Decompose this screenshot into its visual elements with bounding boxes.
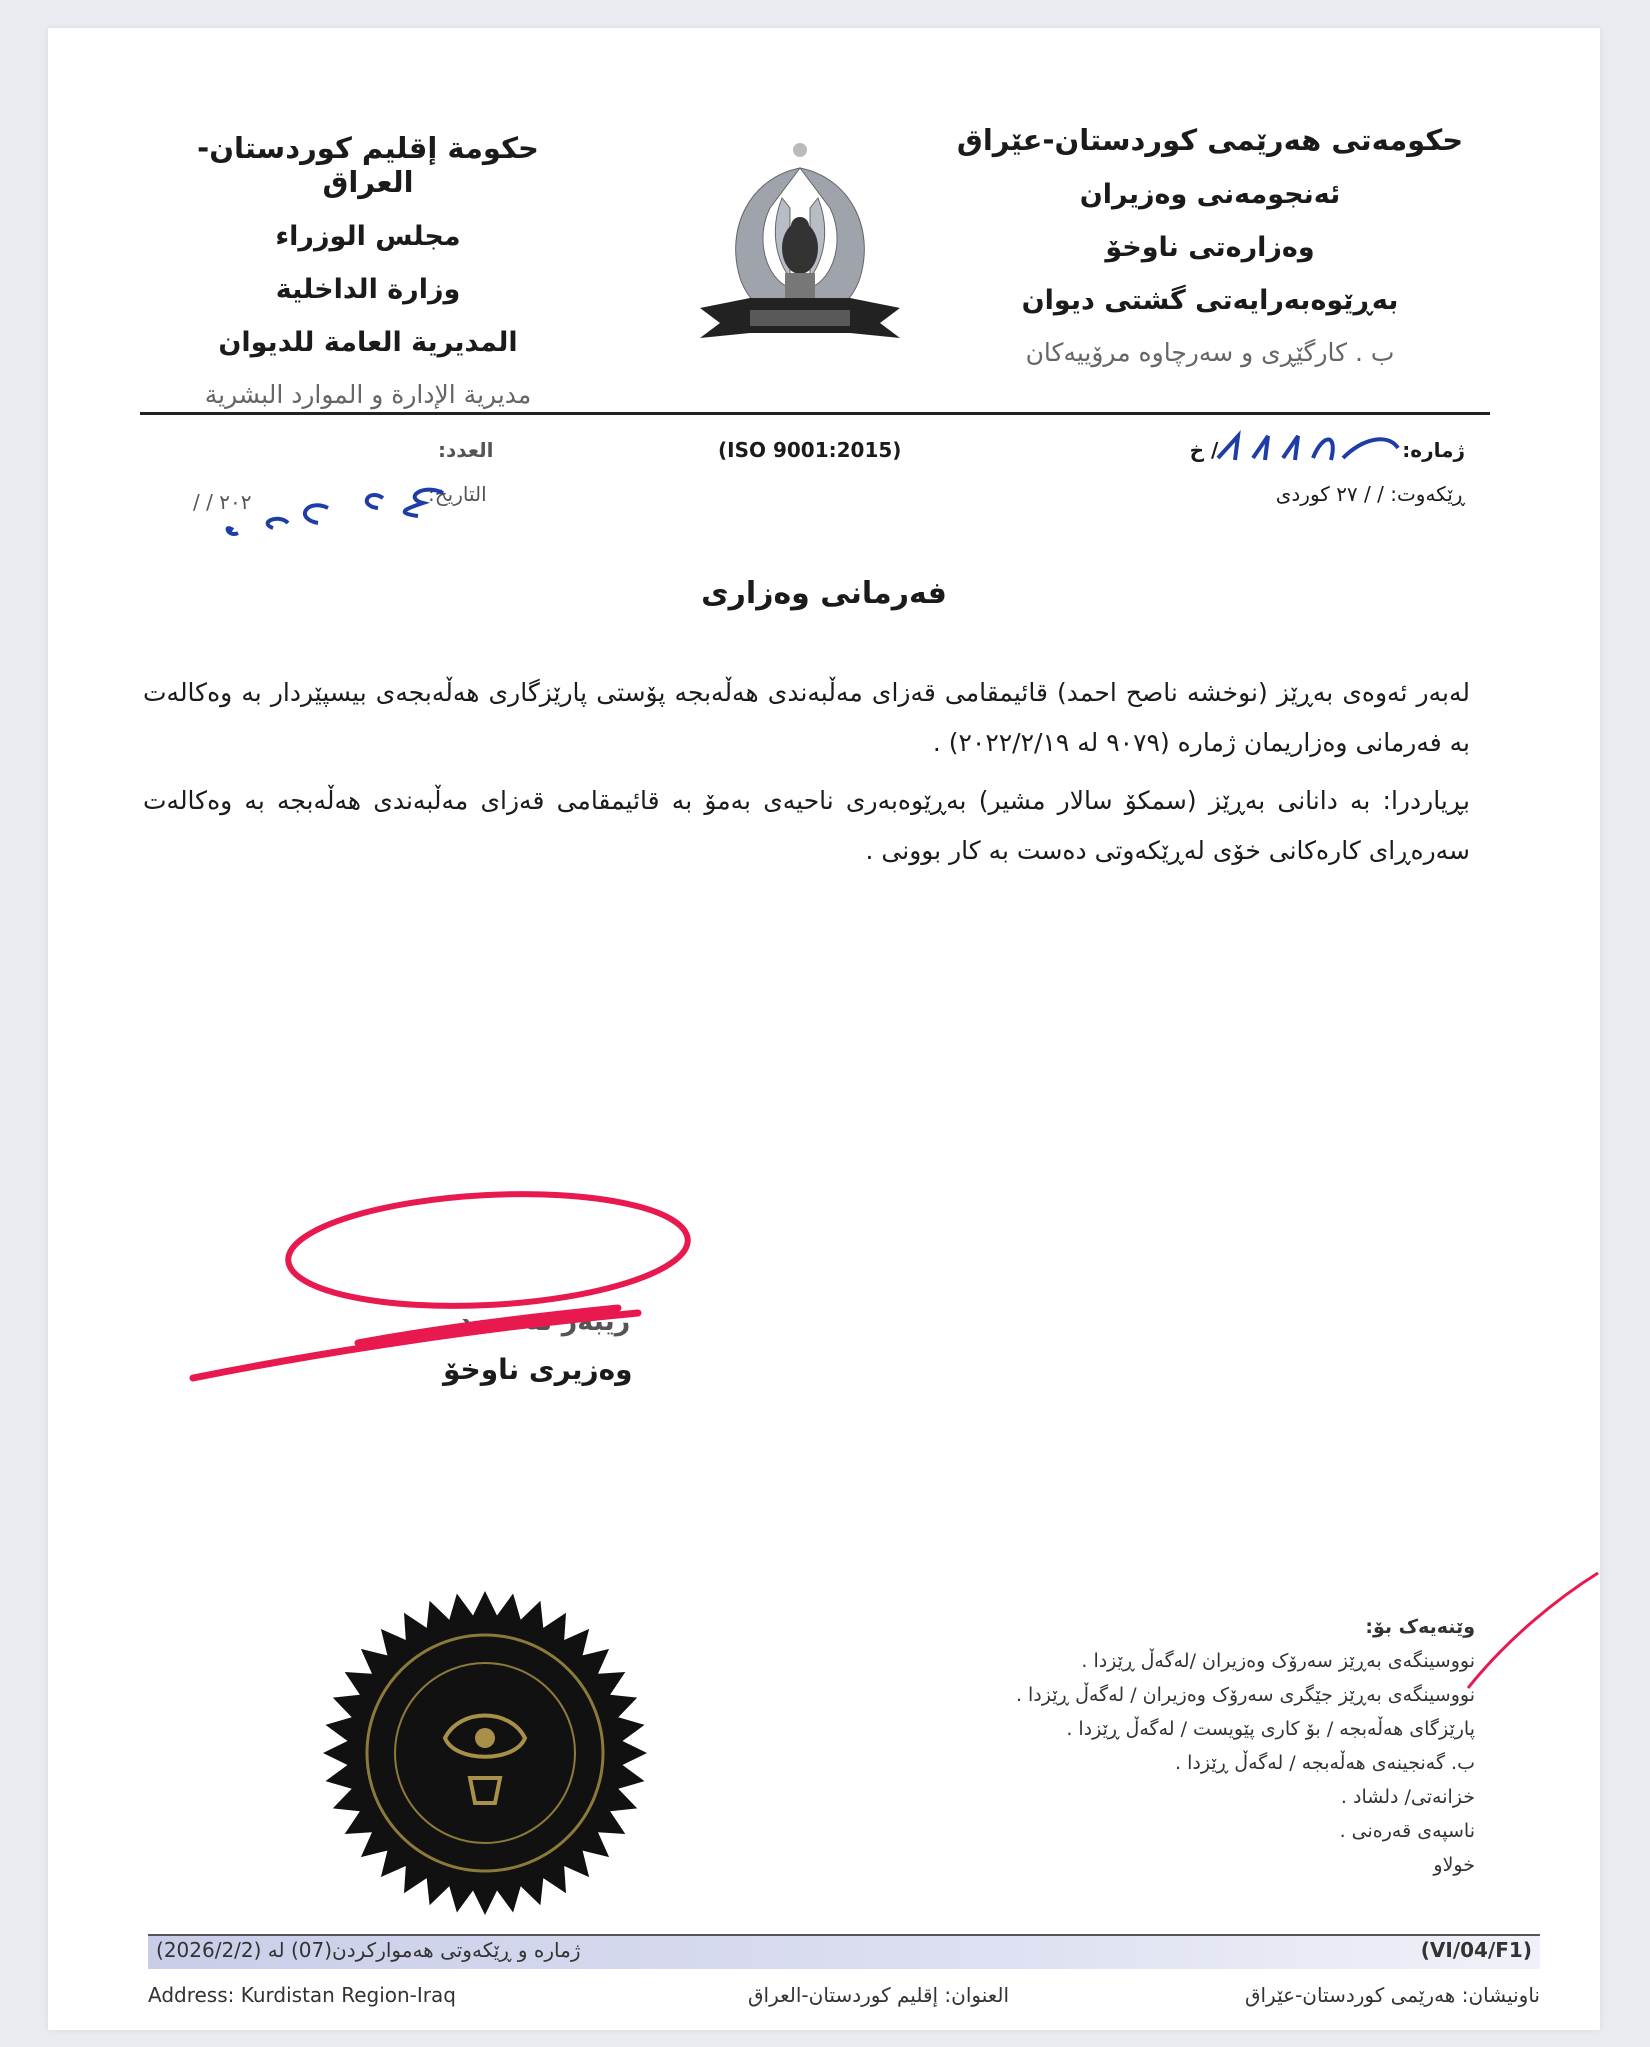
copy-list-item: ب. گەنجینەی هەڵەبجە / لەگەڵ ڕێزدا . [1175, 1752, 1475, 1774]
address-kurdish: ناونیشان: هەرێمی کوردستان-عێراق [1244, 1983, 1540, 2007]
copy-list-item: نووسینگەی بەڕێز سەرۆک وەزیران /لەگەڵ ڕێزدا . [1081, 1650, 1475, 1672]
department-name-arabic: مديرية الإدارة و الموارد البشرية [204, 380, 532, 409]
copy-list-item: خولاو [1433, 1854, 1475, 1876]
document-title: فەرمانی وەزاری [701, 576, 947, 611]
address-arabic: العنوان: إقليم كوردستان-العراق [748, 1983, 1010, 2007]
copy-list-item: ناسپەی قەرەنی . [1339, 1820, 1475, 1842]
gov-name-arabic: حكومة إقليم كوردستان-العراق [197, 131, 539, 199]
signatory-name: ریبەر ئەحمەد [458, 1306, 631, 1337]
paragraph-preamble: لەبەر ئەوەی بەڕێز (نوخشە ناصح احمد) قائیمقامی قەزای مەڵبەندی هەڵەبجە پۆستی پارێزگاری هەڵەبجەی بیسپێردار بە وەکالەت بە فەرمانی وەزاریمان ژمارە (٩٠٧٩ لە ٢٠٢٢/٢/١٩) . [143, 678, 1470, 757]
arabic-date-value: ٢٠٢ / / [193, 490, 252, 514]
reference-date-label: ڕێکەوت: [1390, 482, 1465, 506]
arabic-date-label: التاريخ: [428, 482, 487, 506]
council-name-kurdish: ئەنجومەنی وەزیران [1079, 179, 1341, 210]
paragraph-decision: بڕیاردرا: بە دانانی بەڕێز (سمکۆ سالار مشیر) بەڕێوەبەری ناحیەی بەمۆ بە قائیمقامی قەزای مەڵبەندی هەڵەبجە بە وەکالەت سەرەڕای کارەکانی خۆی لەڕێکەوتی دەست بە کار بوونی . [143, 786, 1470, 865]
official-seal [320, 1588, 650, 1918]
arabic-number-label: العدد: [438, 438, 494, 462]
copy-list-item: نووسینگەی بەڕێز جێگری سەرۆک وەزیران / لەگەڵ ڕێزدا . [1015, 1684, 1475, 1706]
ministry-name-kurdish: وەزارەتی ناوخۆ [1105, 232, 1315, 263]
reference-number-suffix: / خ [1189, 438, 1219, 462]
reference-date [1276, 482, 1465, 506]
document-page [48, 28, 1600, 2030]
handwritten-number [1213, 428, 1403, 468]
ministry-name-arabic: وزارة الداخلية [275, 274, 461, 305]
kurdistan-emblem-icon [690, 138, 910, 368]
council-name-arabic: مجلس الوزراء [275, 221, 461, 252]
header-kurdish [950, 123, 1470, 389]
iso-certification: (ISO 9001:2015) [718, 438, 902, 462]
directorate-name-kurdish: بەڕێوەبەرایەتی گشتی دیوان [1021, 285, 1399, 316]
reference-date-value: / / ٢٧ کوردی [1275, 482, 1384, 506]
footer-bar [148, 1934, 1540, 1969]
tick-mark [1458, 1568, 1608, 1698]
address-english: Address: Kurdistan Region-Iraq [148, 1983, 456, 2007]
header-arabic [153, 131, 583, 431]
signature-scribble [178, 1178, 698, 1418]
department-name-kurdish: ب . کارگێڕی و سەرچاوە مرۆییەکان [1025, 338, 1395, 367]
copy-list [1016, 1610, 1475, 1882]
copy-list-heading: وێنەیەک بۆ: [1365, 1616, 1475, 1638]
gov-name-kurdish: حکومەتی هەرێمی کوردستان-عێراق [956, 123, 1464, 157]
form-code: (VI/04/F1) [1420, 1938, 1532, 1962]
signatory-role: وەزیری ناوخۆ [443, 1353, 633, 1386]
revision-note: ژمارە و ڕێکەوتی هەموارکردن(07) لە (2026/2/2) [156, 1938, 581, 1962]
directorate-name-arabic: المديرية العامة للديوان [218, 327, 518, 358]
reference-number-label: ژمارە: [1402, 438, 1465, 462]
handwritten-date [218, 468, 478, 538]
header-divider [140, 412, 1490, 415]
copy-list-item: خزانەتی/ دلشاد . [1340, 1786, 1475, 1808]
copy-list-item: پارێزگای هەڵەبجە / بۆ کاری پێویست / لەگەڵ ڕێزدا . [1066, 1718, 1475, 1740]
